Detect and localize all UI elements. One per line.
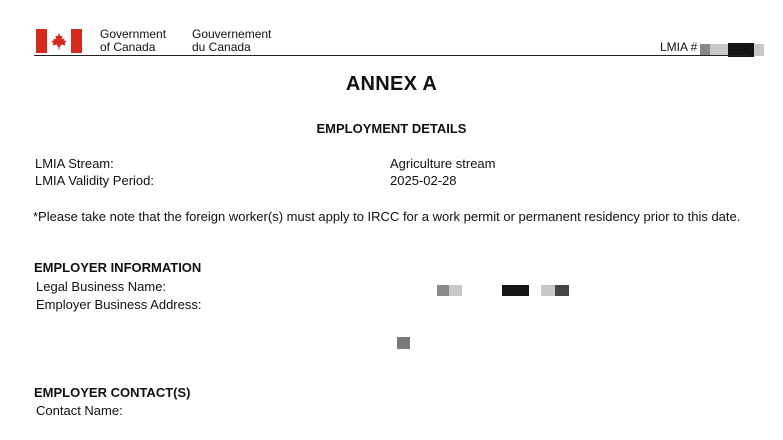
redaction-block — [437, 285, 449, 296]
redaction-block — [754, 44, 764, 56]
redaction-block — [514, 285, 529, 296]
permit-note: *Please take note that the foreign worker(s) must apply to IRCC for a work permit or permanent residency prior to this date. — [33, 209, 741, 224]
legal-business-name-label: Legal Business Name: — [36, 279, 167, 294]
contact-name-label: Contact Name: — [36, 403, 123, 418]
header-divider — [34, 55, 749, 56]
lmia-validity-label: LMIA Validity Period: — [35, 173, 154, 188]
lmia-stream-value: Agriculture stream — [390, 156, 496, 171]
canada-flag-icon — [36, 29, 82, 53]
employer-info-heading: EMPLOYER INFORMATION — [34, 260, 202, 275]
government-of-canada-en — [100, 28, 166, 54]
redaction-block — [449, 285, 462, 296]
redaction-block — [502, 285, 514, 296]
lmia-reference-label: LMIA # — [660, 40, 698, 54]
government-of-canada-fr — [192, 28, 271, 54]
employer-contacts-heading: EMPLOYER CONTACT(S) — [34, 385, 191, 400]
gov-fr-line2: du Canada — [192, 40, 251, 54]
gov-fr-line1: Gouvernement — [192, 27, 272, 41]
redaction-block — [555, 285, 569, 296]
gov-en-line1: Government — [100, 27, 167, 41]
lmia-validity-value: 2025-02-28 — [390, 173, 457, 188]
redaction-block — [541, 285, 555, 296]
document-title: ANNEX A — [345, 73, 438, 95]
gov-en-line2: of Canada — [100, 40, 156, 54]
section-subtitle: EMPLOYMENT DETAILS — [316, 121, 467, 136]
redaction-block — [397, 337, 410, 349]
lmia-stream-label: LMIA Stream: — [35, 156, 114, 171]
business-address-label: Employer Business Address: — [36, 297, 202, 312]
